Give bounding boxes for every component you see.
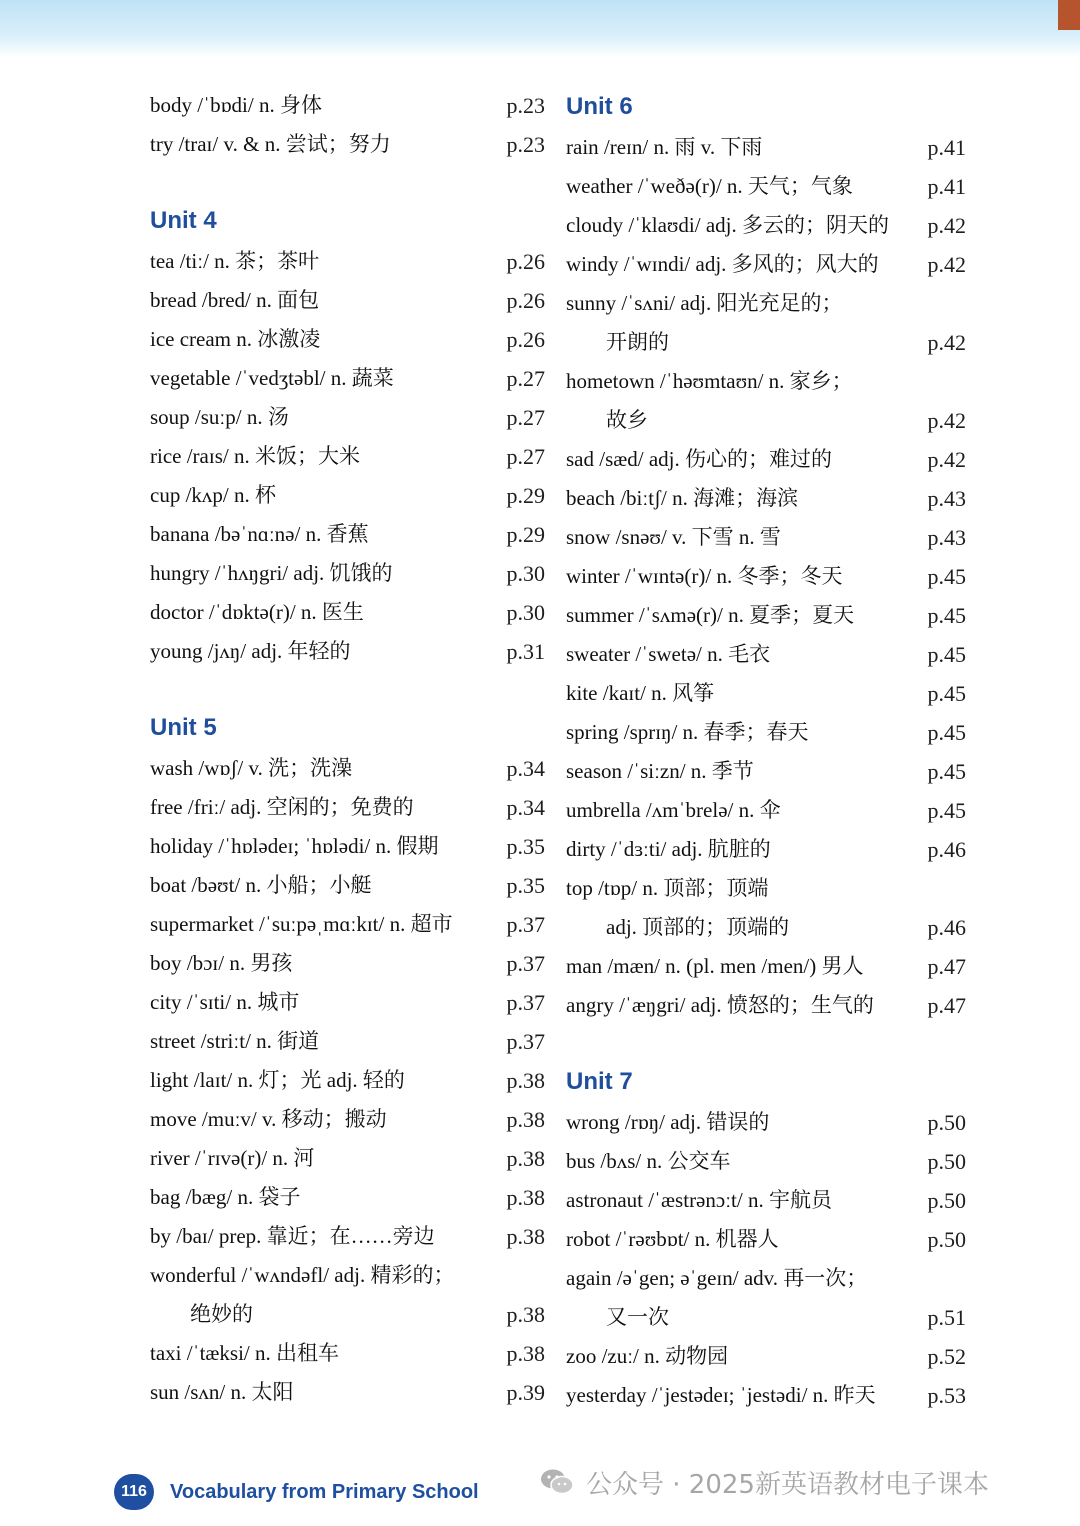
page-reference: p.26 [506,249,545,274]
page-reference: p.42 [927,330,966,355]
vocab-text: hungry /ˈhʌŋgri/ adj. 饥饿的 [150,561,393,585]
vocab-entry-continuation [566,401,966,440]
vocab-entry [150,398,545,437]
page-reference: p.23 [506,132,545,157]
page-reference: p.45 [927,798,966,823]
page-reference: p.46 [927,837,966,862]
vocab-entry-continuation [566,1298,966,1337]
vocab-entry [566,596,966,635]
vocab-text: vegetable /ˈvedʒtəbl/ n. 蔬菜 [150,366,394,390]
page-reference: p.41 [927,174,966,199]
page-reference: p.35 [506,834,545,859]
page-reference: p.47 [927,993,966,1018]
vocab-text: 又一次 [606,1305,669,1329]
vocab-text: again /əˈgen; əˈgeɪn/ adv. 再一次； [566,1266,868,1290]
vocab-text: city /ˈsɪti/ n. 城市 [150,990,300,1014]
vocab-text: spring /sprɪŋ/ n. 春季；春天 [566,720,809,744]
vocab-text: street /striːt/ n. 街道 [150,1029,320,1053]
page-reference: p.50 [927,1149,966,1174]
vocab-text: astronaut /ˈæstrənɔːt/ n. 宇航员 [566,1188,832,1212]
vocab-text: season /ˈsiːzn/ n. 季节 [566,759,754,783]
vocab-text: windy /ˈwɪndi/ adj. 多风的；风大的 [566,252,879,276]
vocab-entry [150,905,545,944]
page-reference: p.26 [506,288,545,313]
right-column [566,86,966,1415]
page-reference: p.34 [506,756,545,781]
vocab-entry [150,827,545,866]
vocab-text: river /ˈrɪvə(r)/ n. 河 [150,1146,315,1170]
vocab-entry [566,713,966,752]
page-reference: p.45 [927,720,966,745]
page-reference: p.38 [506,1146,545,1171]
page-reference: p.41 [927,135,966,160]
vocab-entry [566,167,966,206]
vocab-entry [150,788,545,827]
page-reference: p.38 [506,1185,545,1210]
vocab-entry [150,281,545,320]
vocab-text: boat /bəʊt/ n. 小船；小艇 [150,873,372,897]
page-reference: p.51 [927,1305,966,1330]
page-reference: p.38 [506,1107,545,1132]
page-reference: p.45 [927,603,966,628]
vocab-entry [566,986,966,1025]
vocab-entry [566,245,966,284]
vocab-text: cup /kʌp/ n. 杯 [150,483,276,507]
vocab-text: by /baɪ/ prep. 靠近；在……旁边 [150,1224,435,1248]
vocab-entry [150,593,545,632]
vocab-text: rain /reɪn/ n. 雨 v. 下雨 [566,135,763,159]
vocab-entry [566,752,966,791]
page-reference: p.27 [506,444,545,469]
unit-heading: Unit 4 [150,207,217,234]
unit-heading: Unit 5 [150,714,217,741]
page-reference: p.38 [506,1224,545,1249]
vocab-text: body /ˈbɒdi/ n. 身体 [150,93,322,117]
vocab-entry [150,554,545,593]
page-reference: p.39 [506,1380,545,1405]
page-reference: p.42 [927,252,966,277]
vocab-entry [566,635,966,674]
vocab-text: young /jʌŋ/ adj. 年轻的 [150,639,351,663]
vocab-entry [150,1022,545,1061]
vocab-text: sad /sæd/ adj. 伤心的；难过的 [566,447,832,471]
vocab-text: holiday /ˈhɒlədeɪ; ˈhɒlədi/ n. 假期 [150,834,439,858]
vocab-text: 开朗的 [606,330,669,354]
page-reference: p.46 [927,915,966,940]
page-number-badge: 116 [114,1474,154,1510]
vocab-text: angry /ˈæŋgri/ adj. 愤怒的；生气的 [566,993,874,1017]
page-reference: p.38 [506,1302,545,1327]
top-color-band [0,0,1080,58]
vocab-entry [566,206,966,245]
page-reference: p.37 [506,912,545,937]
vocab-entry [150,86,545,125]
vocab-text: 故乡 [606,408,648,432]
vocab-text: cloudy /ˈklaʊdi/ adj. 多云的；阴天的 [566,213,889,237]
watermark [540,1462,989,1502]
page-reference: p.29 [506,483,545,508]
page-reference: p.37 [506,1029,545,1054]
vocab-entry [150,1334,545,1373]
vocab-entry [566,284,966,323]
page-reference: p.42 [927,213,966,238]
corner-tab [1058,0,1080,30]
vocab-entry [150,1100,545,1139]
vocab-entry [566,947,966,986]
vocab-text: summer /ˈsʌmə(r)/ n. 夏季；夏天 [566,603,855,627]
vocab-text: wonderful /ˈwʌndəfl/ adj. 精彩的； [150,1263,455,1287]
vocab-entry-continuation [566,908,966,947]
vocab-text: dirty /ˈdɜːti/ adj. 肮脏的 [566,837,771,861]
vocab-text: ice cream n. 冰激凌 [150,327,321,351]
page-reference: p.37 [506,951,545,976]
vocab-entry [150,1256,545,1295]
vocab-entry [150,1139,545,1178]
vocab-text: taxi /ˈtæksi/ n. 出租车 [150,1341,339,1365]
vocab-text: weather /ˈweðə(r)/ n. 天气；气象 [566,174,853,198]
page-footer [114,1474,479,1510]
vocab-entry [150,515,545,554]
vocab-text: adj. 顶部的；顶端的 [606,915,790,939]
page-reference: p.34 [506,795,545,820]
vocab-entry [566,1103,966,1142]
vocab-entry [150,320,545,359]
vocab-text: winter /ˈwɪntə(r)/ n. 冬季；冬天 [566,564,843,588]
vocab-entry [566,362,966,401]
vocab-text: bag /bæg/ n. 袋子 [150,1185,301,1209]
page-reference: p.52 [927,1344,966,1369]
page-reference: p.43 [927,486,966,511]
vocab-entry [150,125,545,164]
page-reference: p.30 [506,561,545,586]
page-reference: p.53 [927,1383,966,1408]
vocab-entry [150,944,545,983]
vocab-entry [566,1181,966,1220]
vocab-text: wrong /rɒŋ/ adj. 错误的 [566,1110,770,1134]
page-reference: p.50 [927,1110,966,1135]
vocab-entry [150,242,545,281]
vocab-entry [566,1220,966,1259]
vocab-text: kite /kaɪt/ n. 风筝 [566,681,715,705]
vocab-entry [566,869,966,908]
vocab-entry [150,1061,545,1100]
vocab-text: top /tɒp/ n. 顶部；顶端 [566,876,769,900]
vocab-text: try /traɪ/ v. & n. 尝试；努力 [150,132,391,156]
page-reference: p.35 [506,873,545,898]
vocab-entry [150,866,545,905]
vocab-text: sunny /ˈsʌni/ adj. 阳光充足的； [566,291,843,315]
page-reference: p.45 [927,564,966,589]
vocab-text: robot /ˈrəʊbɒt/ n. 机器人 [566,1227,779,1251]
vocab-text: free /friː/ adj. 空闲的；免费的 [150,795,414,819]
vocab-entry [566,479,966,518]
vocab-entry [566,518,966,557]
page-reference: p.29 [506,522,545,547]
vocab-text: tea /tiː/ n. 茶；茶叶 [150,249,320,273]
page-reference: p.37 [506,990,545,1015]
vocab-entry-continuation [566,323,966,362]
vocab-text: wash /wɒʃ/ v. 洗；洗澡 [150,756,353,780]
vocab-entry [566,791,966,830]
vocab-entry [566,674,966,713]
vocab-text: zoo /zuː/ n. 动物园 [566,1344,729,1368]
page-reference: p.50 [927,1188,966,1213]
vocab-text: bus /bʌs/ n. 公交车 [566,1149,731,1173]
page-reference: p.45 [927,642,966,667]
page-reference: p.38 [506,1068,545,1093]
vocab-entry [150,1178,545,1217]
page-reference: p.42 [927,408,966,433]
vocab-text: banana /bəˈnɑːnə/ n. 香蕉 [150,522,369,546]
vocab-text: yesterday /ˈjestədeɪ; ˈjestədi/ n. 昨天 [566,1383,876,1407]
vocab-entry [566,830,966,869]
vocab-text: boy /bɔɪ/ n. 男孩 [150,951,293,975]
vocab-entry [566,1376,966,1415]
vocab-entry [150,749,545,788]
vocab-entry [566,1337,966,1376]
vocab-entry [150,437,545,476]
vocab-entry [566,1259,966,1298]
page-reference: p.23 [506,93,545,118]
vocab-entry [566,440,966,479]
footer-title: Vocabulary from Primary School [170,1480,479,1503]
vocab-entry [150,1373,545,1412]
page-reference: p.30 [506,600,545,625]
page-reference: p.38 [506,1341,545,1366]
page-reference: p.47 [927,954,966,979]
vocab-entry-continuation [150,1295,545,1334]
vocab-text: man /mæn/ n. (pl. men /men/) 男人 [566,954,864,978]
vocab-entry [566,128,966,167]
vocab-text: bread /bred/ n. 面包 [150,288,320,312]
page-reference: p.42 [927,447,966,472]
page-reference: p.45 [927,681,966,706]
left-column [150,86,545,1412]
vocab-text: umbrella /ʌmˈbrelə/ n. 伞 [566,798,781,822]
unit-heading: Unit 7 [566,1068,633,1095]
vocab-entry [566,1142,966,1181]
vocab-text: sun /sʌn/ n. 太阳 [150,1380,294,1404]
page-reference: p.27 [506,405,545,430]
vocab-entry [150,632,545,671]
page-reference: p.27 [506,366,545,391]
page-reference: p.50 [927,1227,966,1252]
page-reference: p.45 [927,759,966,784]
vocab-entry [150,983,545,1022]
page-reference: p.43 [927,525,966,550]
vocab-text: move /muːv/ v. 移动；搬动 [150,1107,387,1131]
vocab-entry [150,476,545,515]
vocab-text: doctor /ˈdɒktə(r)/ n. 医生 [150,600,364,624]
wechat-icon [540,1468,574,1496]
vocab-text: supermarket /ˈsuːpəˌmɑːkɪt/ n. 超市 [150,912,453,936]
vocab-text: snow /snəʊ/ v. 下雪 n. 雪 [566,525,781,549]
vocab-text: soup /suːp/ n. 汤 [150,405,289,429]
vocab-text: light /laɪt/ n. 灯；光 adj. 轻的 [150,1068,405,1092]
page-reference: p.31 [506,639,545,664]
vocab-entry [566,557,966,596]
unit-heading: Unit 6 [566,93,633,120]
vocab-entry [150,1217,545,1256]
page-reference: p.26 [506,327,545,352]
vocab-text: beach /biːtʃ/ n. 海滩；海滨 [566,486,799,510]
watermark-text: 公众号 · 2025新英语教材电子课本 [586,1469,989,1500]
vocab-text: 绝妙的 [190,1302,253,1326]
vocab-entry [150,359,545,398]
vocab-text: sweater /ˈswetə/ n. 毛衣 [566,642,771,666]
vocab-text: hometown /ˈhəʊmtaʊn/ n. 家乡； [566,369,853,393]
vocab-text: rice /raɪs/ n. 米饭；大米 [150,444,360,468]
